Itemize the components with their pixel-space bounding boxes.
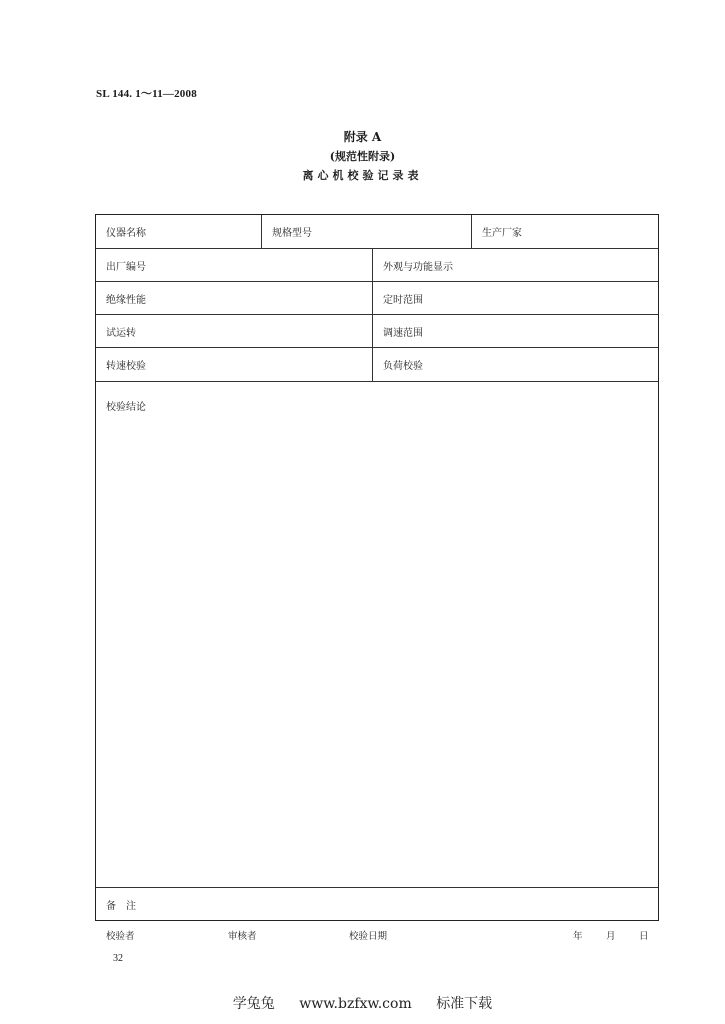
model-spec-label: 规格型号 <box>272 228 312 239</box>
instrument-name-label: 仪器名称 <box>106 228 146 239</box>
footer-site-name: 学兔兔 <box>232 996 275 1012</box>
speed-range-cell <box>372 315 658 347</box>
year-label: 年 <box>573 931 583 942</box>
timer-range-cell <box>372 282 658 314</box>
page-number: 32 <box>113 953 123 964</box>
remarks-label: 备 注 <box>106 900 136 912</box>
document-code: SL 144. 1～11—2008 <box>96 88 197 100</box>
timer-range-label: 定时范围 <box>383 294 423 306</box>
footer-url[interactable]: www.bzfxw.com <box>299 996 412 1012</box>
trial-run-cell <box>96 315 372 347</box>
footer-slogan: 标准下载 <box>436 996 493 1012</box>
load-calibration-label: 负荷校验 <box>383 361 423 372</box>
trial-run-label: 试运转 <box>106 327 136 339</box>
reviewer-label: 审核者 <box>228 931 257 942</box>
insulation-label: 绝缘性能 <box>106 294 146 306</box>
insulation-cell <box>96 282 372 314</box>
form-title: 离心机校验记录表 <box>302 169 423 182</box>
verifier-label: 校验者 <box>106 931 135 942</box>
table-row <box>96 315 658 348</box>
remarks-cell <box>96 888 658 920</box>
appendix-title: 附录 A <box>343 130 382 144</box>
remarks-section <box>96 888 658 920</box>
speed-calibration-cell <box>96 348 372 381</box>
appearance-label: 外观与功能显示 <box>383 261 453 273</box>
record-table <box>95 214 659 921</box>
speed-range-label: 调速范围 <box>383 327 423 339</box>
serial-number-cell <box>96 249 372 281</box>
appearance-cell <box>372 249 658 281</box>
footer-banner <box>0 993 725 1013</box>
manufacturer-cell <box>471 215 658 248</box>
conclusion-label: 校验结论 <box>106 402 146 413</box>
manufacturer-label: 生产厂家 <box>482 228 522 239</box>
normative-note: (规范性附录) <box>329 150 396 163</box>
month-label: 月 <box>606 931 616 942</box>
conclusion-section <box>96 382 658 888</box>
table-row <box>96 282 658 315</box>
table-row <box>96 249 658 282</box>
table-row <box>96 348 658 382</box>
model-spec-cell <box>261 215 471 248</box>
day-label: 日 <box>639 931 649 942</box>
table-row <box>96 215 658 249</box>
verify-date-label: 校验日期 <box>349 931 388 942</box>
instrument-name-cell <box>96 215 261 248</box>
speed-calibration-label: 转速校验 <box>106 361 146 372</box>
load-calibration-cell <box>372 348 658 381</box>
serial-number-label: 出厂编号 <box>106 261 146 273</box>
